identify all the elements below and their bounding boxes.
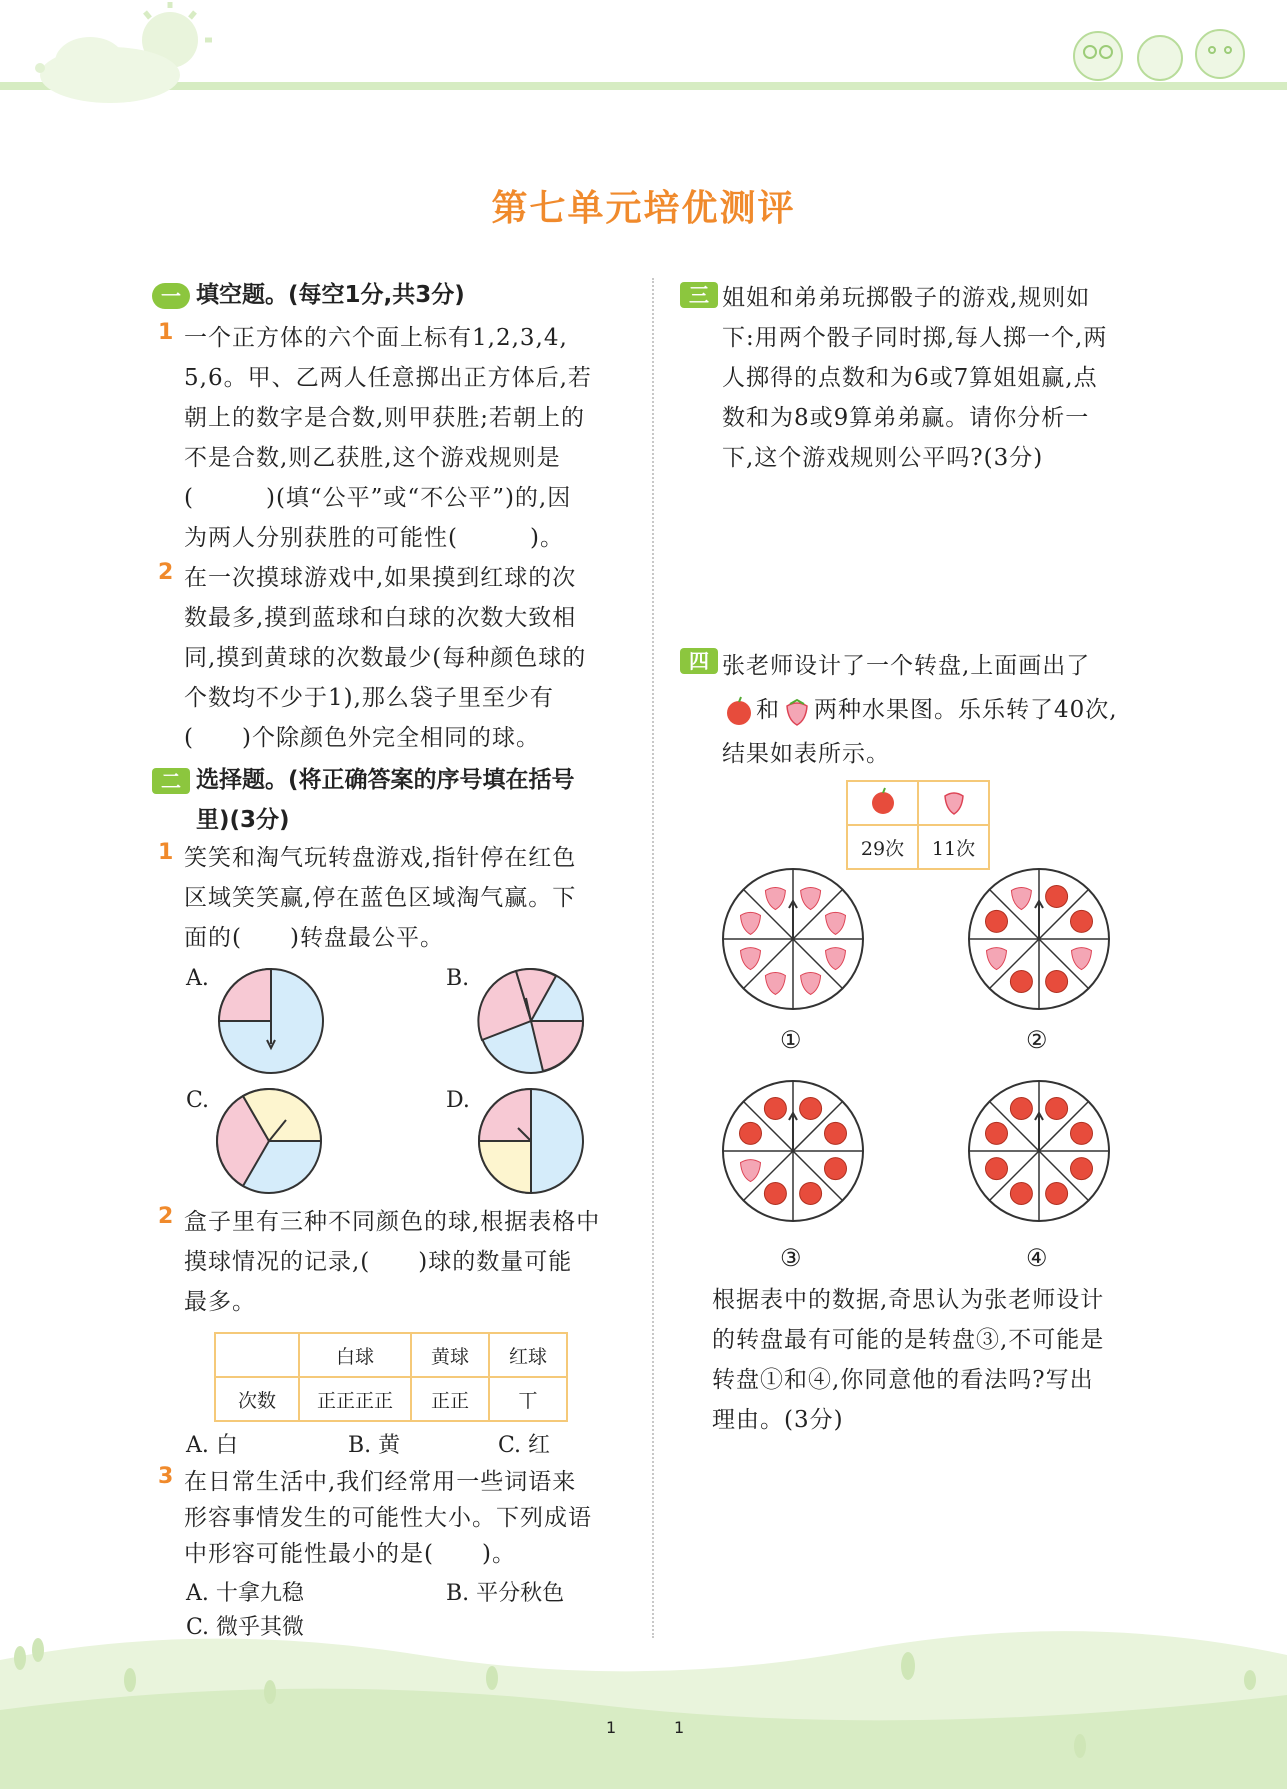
fruit-spinner-4 [964, 1076, 1114, 1226]
text-line: 同,摸到黄球的次数最少(每种颜色球的 [184, 645, 587, 671]
text-line: 结果如表所示。 [722, 741, 890, 767]
text-line: ( )个除颜色外完全相同的球。 [184, 725, 540, 751]
apple-icon [1046, 970, 1068, 992]
apple-icon [1070, 1122, 1092, 1144]
text-line: 中形容可能性最小的是( )。 [184, 1541, 516, 1567]
table-header [215, 1333, 299, 1377]
table-header: 黄球 [411, 1333, 489, 1377]
page-number-left: 1 [606, 1718, 617, 1737]
option-d-label: D. [446, 1088, 470, 1113]
option-b: B. 平分秋色 [446, 1581, 565, 1606]
table-cell: 正正正正 [299, 1377, 411, 1421]
text-line: 理由。(3分) [712, 1407, 844, 1433]
apple-icon [824, 1158, 846, 1180]
text-line: 摸球情况的记录,( )球的数量可能 [184, 1249, 573, 1275]
text-line: 形容事情发生的可能性大小。下列成语 [184, 1505, 592, 1531]
apple-icon [986, 910, 1008, 932]
text-line: 在一次摸球游戏中,如果摸到红球的次 [184, 565, 577, 591]
apple-icon [740, 1122, 762, 1144]
spinner-c [214, 1086, 324, 1196]
apple-icon [986, 1158, 1008, 1180]
text-line: 在日常生活中,我们经常用一些词语来 [184, 1469, 577, 1495]
apple-icon [1070, 910, 1092, 932]
apple-icon [1010, 970, 1032, 992]
animal-faces-icon [1060, 22, 1260, 84]
apple-icon [722, 696, 756, 726]
spin-result-table [846, 780, 990, 870]
text-line: 为两人分别获胜的可能性( )。 [184, 525, 564, 551]
table-cell: 次数 [215, 1377, 299, 1421]
text-line: 数和为8或9算弟弟赢。请你分析一 [722, 405, 1090, 431]
apple-icon [1046, 1098, 1068, 1120]
table-cell: 正正 [411, 1377, 489, 1421]
text-line: 一个正方体的六个面上标有1,2,3,4, [184, 325, 568, 351]
option-c-label: C. [186, 1088, 210, 1113]
page-number-right: 1 [674, 1718, 685, 1737]
fruit-spinner-2 [964, 864, 1114, 1014]
apple-icon [1010, 1098, 1032, 1120]
question-number: 3 [158, 1464, 174, 1489]
spinner-label-4: ④ [1026, 1244, 1048, 1272]
spinner-a [216, 966, 326, 1076]
text-line: 盒子里有三种不同颜色的球,根据表格中 [184, 1209, 601, 1235]
spinner-b [476, 966, 586, 1076]
apple-icon [764, 1182, 786, 1204]
text-line: 数最多,摸到蓝球和白球的次数大致相 [184, 605, 577, 631]
section-badge: 二 [152, 768, 190, 794]
text-line: 面的( )转盘最公平。 [184, 925, 444, 951]
option-a: A. 白 [186, 1433, 238, 1458]
text-line: 的转盘最有可能的是转盘③,不可能是 [712, 1327, 1105, 1353]
table-header: 红球 [489, 1333, 567, 1377]
question-number: 2 [158, 1204, 174, 1229]
text-line: 区域笑笑赢,停在蓝色区域淘气赢。下 [184, 885, 577, 911]
text-line: 朝上的数字是合数,则甲获胜;若朝上的 [184, 405, 586, 431]
section-badge: 三 [680, 282, 718, 308]
text-line: 不是合数,则乙获胜,这个游戏规则是 [184, 445, 561, 471]
apple-icon [800, 1098, 822, 1120]
apple-icon [800, 1182, 822, 1204]
section-heading: 选择题。(将正确答案的序号填在括号 [196, 767, 575, 793]
text-line: 下,这个游戏规则公平吗?(3分) [722, 445, 1044, 471]
text-line: 根据表中的数据,奇思认为张老师设计 [712, 1287, 1105, 1313]
fruit-spinner-1 [718, 864, 868, 1014]
spinner-label-1: ① [780, 1026, 802, 1054]
text-line: 和 两种水果图。乐乐转了40次, [722, 688, 1162, 732]
spinner-label-2: ② [1026, 1026, 1048, 1054]
option-b-label: B. [446, 966, 470, 991]
apple-count: 29次 [847, 825, 918, 869]
apple-icon [1046, 1182, 1068, 1204]
fruit-spinner-3 [718, 1076, 868, 1226]
option-b: B. 黄 [348, 1433, 401, 1458]
text-line: ( )(填“公平”或“不公平”)的,因 [184, 485, 572, 511]
table-header: 白球 [299, 1333, 411, 1377]
apple-icon [824, 1122, 846, 1144]
text-line: 最多。 [184, 1289, 256, 1315]
page-title: 第七单元培优测评 [491, 188, 796, 229]
spinner-label-3: ③ [780, 1244, 802, 1272]
column-divider [652, 278, 654, 1638]
text-line: 转盘①和④,你同意他的看法吗?写出 [712, 1367, 1094, 1393]
text-line: 下:用两个骰子同时掷,每人掷一个,两 [722, 325, 1108, 351]
option-a-label: A. [186, 966, 209, 991]
strawberry-icon [780, 696, 814, 726]
landscape-decoration [0, 1600, 1287, 1789]
apple-icon [868, 787, 898, 815]
strawberry-count: 11次 [918, 825, 989, 869]
option-a: A. 十拿九稳 [186, 1581, 304, 1606]
apple-icon [1010, 1182, 1032, 1204]
sun-cloud-icon [20, 0, 220, 110]
section-badge: 四 [680, 648, 718, 674]
section-heading-cont: 里)(3分) [196, 807, 290, 833]
text-line: 姐姐和弟弟玩掷骰子的游戏,规则如 [722, 285, 1091, 311]
text-line: 人掷得的点数和为6或7算姐姐赢,点 [722, 365, 1098, 391]
text-line: 5,6。甲、乙两人任意掷出正方体后,若 [184, 365, 592, 391]
question-4-text [712, 1280, 1172, 1440]
apple-icon [986, 1122, 1008, 1144]
text-line: 个数均不少于1),那么袋子里至少有 [184, 685, 554, 711]
apple-icon [1070, 1158, 1092, 1180]
text-line: 张老师设计了一个转盘,上面画出了 [722, 653, 1091, 679]
option-c: C. 微乎其微 [186, 1615, 305, 1640]
apple-icon [764, 1098, 786, 1120]
apple-icon [1046, 886, 1068, 908]
section-choice [152, 760, 642, 840]
spinner-d [476, 1086, 586, 1196]
table-cell: 丅 [489, 1377, 567, 1421]
text-line: 笑笑和淘气玩转盘游戏,指针停在红色 [184, 845, 577, 871]
option-c: C. 红 [498, 1433, 551, 1458]
question-number: 2 [158, 560, 174, 585]
section-fill-blank [152, 278, 632, 312]
question-number: 1 [158, 840, 174, 865]
question-number: 1 [158, 320, 174, 345]
section-badge: 一 [152, 283, 190, 309]
section-heading: 填空题。(每空1分,共3分) [196, 282, 465, 308]
strawberry-icon [939, 787, 969, 815]
ball-record-table [214, 1332, 568, 1422]
